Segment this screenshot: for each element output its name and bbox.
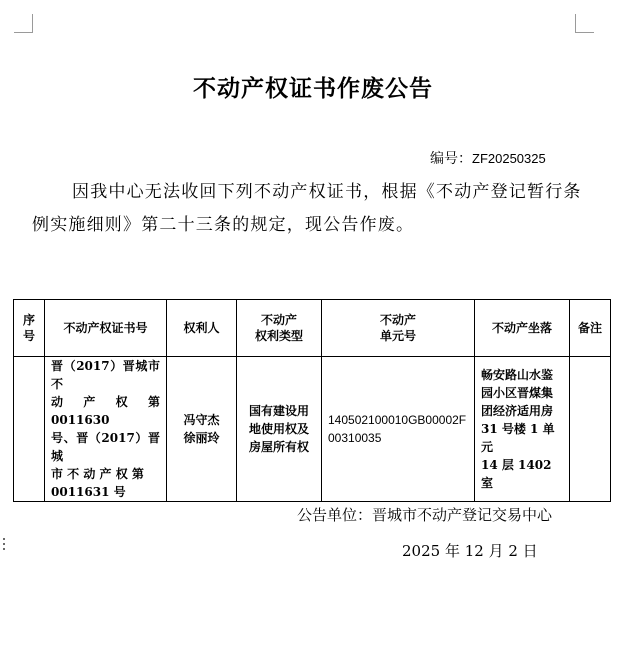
announcing-unit: 公告单位：晋城市不动产登记交易中心 bbox=[297, 506, 553, 524]
cell-right-type: 国有建设用 地使用权及 房屋所有权 bbox=[237, 357, 322, 502]
document-title: 不动产权证书作废公告 bbox=[193, 76, 433, 102]
drag-handle-icon[interactable] bbox=[3, 538, 6, 554]
certificate-table bbox=[13, 299, 611, 502]
announcement-date: 2025 年 12 月 2 日 bbox=[402, 542, 538, 560]
cell-cert: 晋（2017）晋城市不 动 产 权 第 0011630 号、晋（2017）晋城 市 不 动 产 权 第 0011631 号 bbox=[45, 357, 167, 502]
header-cert: 不动产权证书号 bbox=[45, 300, 167, 357]
cell-seq bbox=[14, 357, 45, 502]
crop-mark-top-right bbox=[575, 14, 594, 33]
table-header-row bbox=[14, 300, 611, 357]
cell-remark bbox=[570, 357, 611, 502]
crop-mark-top-left bbox=[14, 14, 33, 33]
table-row bbox=[14, 357, 611, 502]
document-number-label: 编号： bbox=[430, 151, 472, 167]
header-location: 不动产坐落 bbox=[475, 300, 570, 357]
announcement-body: 因我中心无法收回下列不动产权证书，根据《不动产登记暂行条例实施细则》第二十三条的规定，现公告作废。 bbox=[32, 182, 582, 235]
header-remark: 备注 bbox=[570, 300, 611, 357]
header-seq: 序 号 bbox=[14, 300, 45, 357]
header-holder: 权利人 bbox=[167, 300, 237, 357]
header-right-type: 不动产 权利类型 bbox=[237, 300, 322, 357]
header-unit-no: 不动产 单元号 bbox=[322, 300, 475, 357]
cell-holder: 冯守杰 徐丽玲 bbox=[167, 357, 237, 502]
cell-location: 畅安路山水鉴 园小区晋煤集 团经济适用房 31 号楼 1 单元 14 层 1402 室 bbox=[475, 357, 570, 502]
document-number-value: ZF20250325 bbox=[472, 151, 546, 166]
document-number bbox=[430, 148, 546, 168]
cell-unit-no: 140502100010GB00002F 00310035 bbox=[322, 357, 475, 502]
